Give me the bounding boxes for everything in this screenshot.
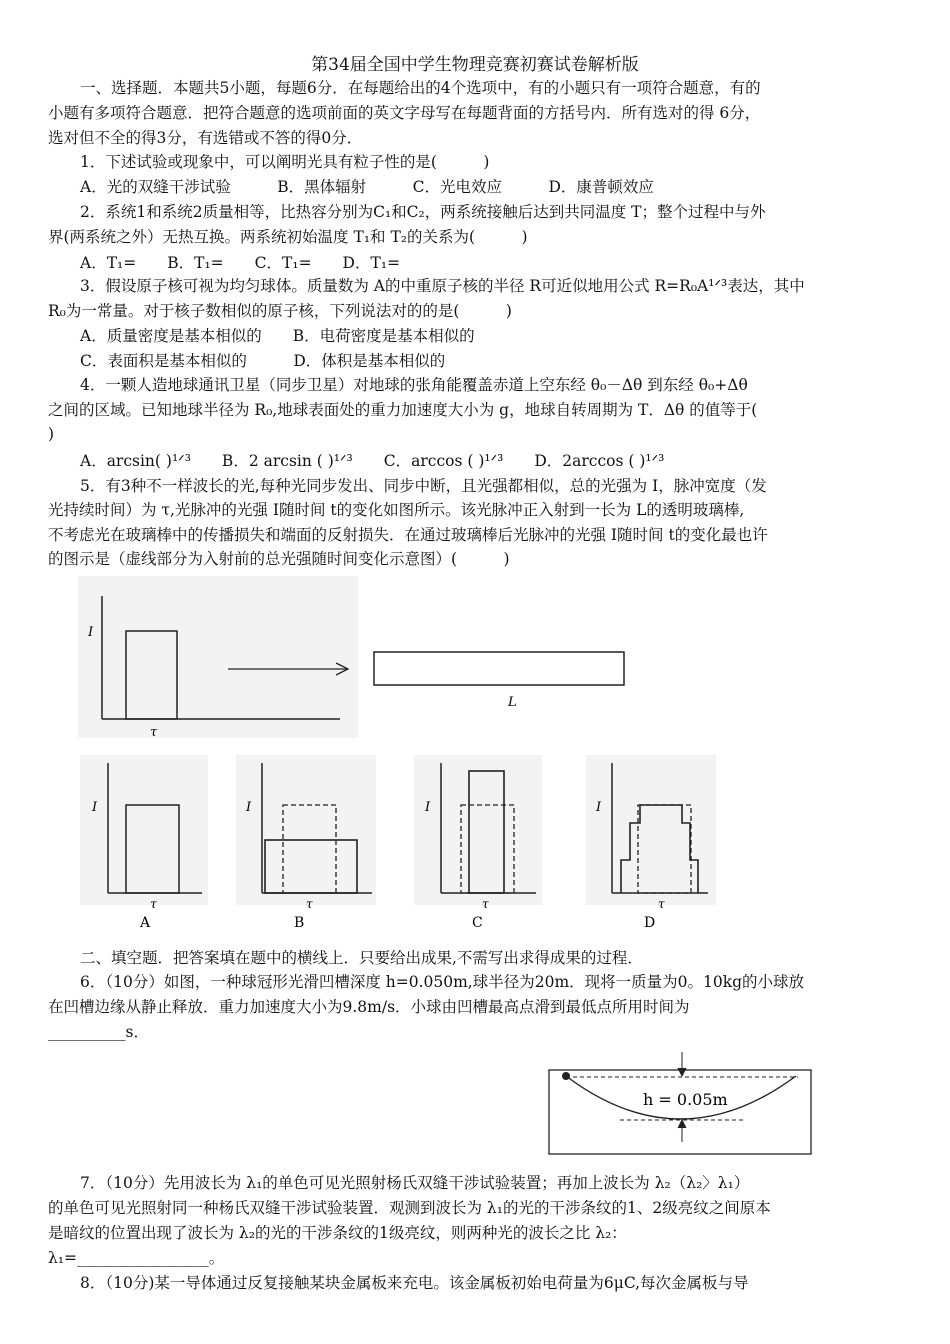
text-line: 2．系统1和系统2质量相等，比热容分别为C₁和C₂，两系统接触后达到共同温度 T；整个过程中与外 <box>80 203 766 221</box>
text-line: 的图示是（虚线部分为入射前的总光强随时间变化示意图）( ) <box>48 550 510 568</box>
option-b-background <box>236 755 376 905</box>
option-c-label: C <box>472 915 483 931</box>
option-c-background <box>414 755 542 905</box>
text-line: A．arcsin( )¹ᐟ³ B．2 arcsin ( )¹ᐟ³ C．arccos ( )¹ᐟ³ D．2arccos ( )¹ᐟ³ <box>80 452 665 470</box>
option-b-label: B <box>294 915 305 931</box>
text-line: 7．（10分）先用波长为 λ₁的单色可见光照射杨氏双缝干涉试验装置；再加上波长为 λ₂（λ₂〉λ₁） <box>80 1174 750 1192</box>
option-a-axis-tau: τ <box>150 897 157 911</box>
text-line: λ₁=_________________。 <box>48 1249 225 1267</box>
text-line: A．质量密度是基本相似的 B．电荷密度是基本相似的 <box>80 327 475 345</box>
option-d-axis-i: I <box>596 800 602 815</box>
text-line: R₀为一常量。对于核子数相似的原子核，下列说法对的的是( ) <box>48 302 512 320</box>
option-b-axis-i: I <box>246 800 252 815</box>
text-line: 是暗纹的位置出现了波长为 λ₂的光的干涉条纹的1级亮纹，则两种光的波长之比 λ₂： <box>48 1224 627 1242</box>
text-line: 之间的区域。已知地球半径为 R₀,地球表面处的重力加速度大小为 g，地球自转周期为 T．Δθ 的值等于( <box>48 401 758 419</box>
text-line: 5．有3种不一样波长的光,每种光同步发出、同步中断，且光强都相似，总的光强为 I，脉冲宽度（发 <box>80 477 767 495</box>
option-a-axis-i: I <box>92 800 98 815</box>
text-line: 界(两系统之外）无热互换。两系统初始温度 T₁和 T₂的关系为( ) <box>48 228 528 246</box>
text-line: 4．一颗人造地球通讯卫星（同步卫星）对地球的张角能覆盖赤道上空东经 θ₀－Δθ 到东经 θ₀+Δθ <box>80 376 748 394</box>
text-line: 在凹槽边缘从静止释放．重力加速度大小为9.8m/s．小球由凹槽最高点滑到最低点所用时间为 <box>48 998 690 1016</box>
text-line: 一、选择题．本题共5小题，每题6分．在每题给出的4个选项中，有的小题只有一项符合题意，有的 <box>80 79 761 97</box>
text-line: 选对但不全的得3分，有选错或不答的得0分． <box>48 129 363 147</box>
text-line: 8．（10分)某一导体通过反复接触某块金属板来充电。该金属板初始电荷量为6μC,每次金属板与导 <box>80 1274 749 1292</box>
option-a-background <box>80 755 208 905</box>
text-line: 3．假设原子核可视为均匀球体。质量数为 A的中重原子核的半径 R可近似地用公式 R=R₀A¹ᐟ³表达，其中 <box>80 277 805 295</box>
text-line: 6．（10分）如图，一种球冠形光滑凹槽深度 h=0.050m,球半径为20m．现将一质量为0。10kg的小球放 <box>80 973 805 991</box>
text-line: 1．下述试验或现象中，可以阐明光具有粒子性的是( ) <box>80 153 490 171</box>
text-line: 不考虑光在玻璃棒中的传播损失和端面的反射损失．在通过玻璃棒后光脉冲的光强 I随时间 t的变化最也许 <box>48 526 768 544</box>
text-line: C．表面积是基本相似的 D．体积是基本相似的 <box>80 352 446 370</box>
option-d-background <box>586 755 716 905</box>
glass-rod <box>374 652 624 685</box>
text-line: 二、填空题．把答案填在题中的横线上．只要给出成果,不需写出求得成果的过程． <box>80 949 643 967</box>
text-line: ) <box>48 425 55 443</box>
option-c-axis-tau: τ <box>482 897 489 911</box>
bowl-figure <box>548 1050 814 1156</box>
text-line: 的单色可见光照射同一种杨氏双缝干涉试验装置．观测到波长为 λ₁的光的干涉条纹的1、2级亮纹之间原本 <box>48 1199 771 1217</box>
axis-i-label: I <box>88 625 94 640</box>
paper-title: 第34届全国中学生物理竞赛初赛试卷解析版 <box>311 55 639 75</box>
figure-background <box>78 576 358 738</box>
option-d-label: D <box>644 915 656 931</box>
bowl-label: h = 0.05m <box>643 1090 728 1109</box>
text-line: 光持续时间）为 τ,光脉冲的光强 I随时间 t的变化如图所示。该光脉冲正入射到一长为 L的透明玻璃棒, <box>48 501 745 519</box>
text-line: __________s． <box>48 1023 149 1041</box>
ball <box>562 1072 570 1080</box>
axis-tau-label: τ <box>150 725 158 740</box>
pulse-rod-figure <box>78 576 658 746</box>
text-line: A．T₁= B．T₁= C．T₁= D．T₁= <box>80 254 401 272</box>
text-line: A．光的双缝干涉试验 B．黑体辐射 C．光电效应 D．康普顿效应 <box>80 178 654 196</box>
bowl-frame <box>549 1070 811 1154</box>
option-c-axis-i: I <box>425 800 431 815</box>
text-line: 小题有多项符合题意．把符合题意的选项前面的英文字母写在每题背面的方括号内．所有选对的得 6分， <box>48 104 761 122</box>
option-a-label: A <box>140 915 151 931</box>
option-d-axis-tau: τ <box>658 897 665 911</box>
options-figure <box>78 755 718 935</box>
option-b-axis-tau: τ <box>306 897 313 911</box>
rod-label: L <box>508 695 517 710</box>
